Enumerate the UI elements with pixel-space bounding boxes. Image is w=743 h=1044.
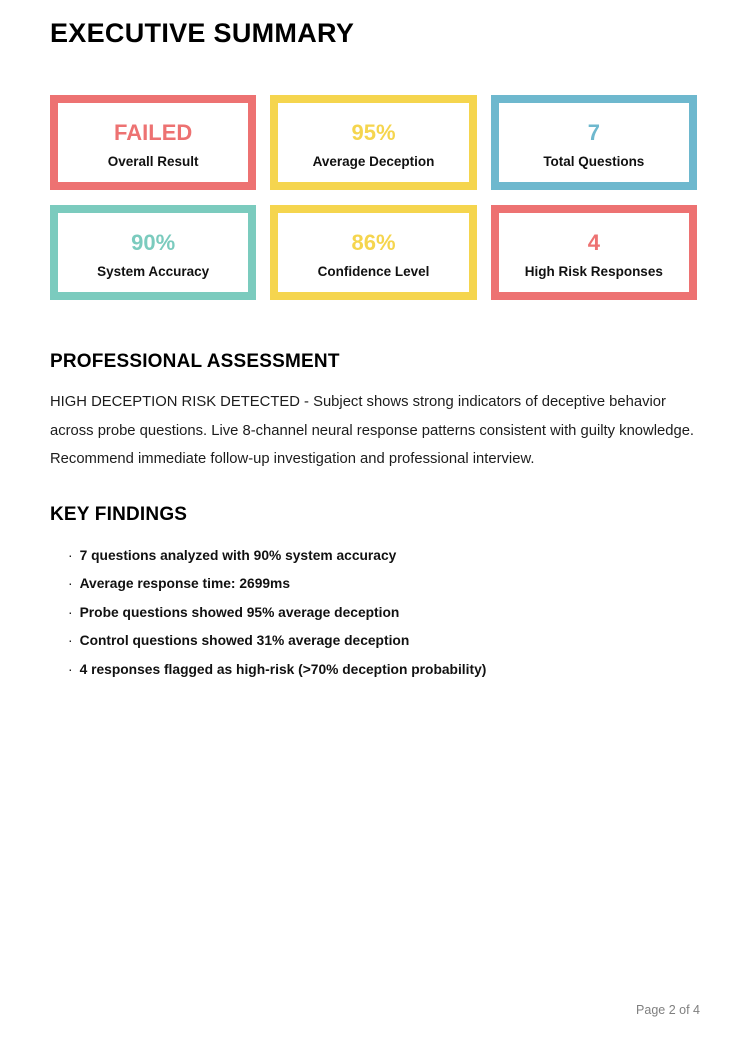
stat-label: Overall Result [107, 153, 199, 169]
assessment-paragraph: HIGH DECEPTION RISK DETECTED - Subject shows strong indicators of deceptive behavior across probe questions. Live 8-channel neural response patterns consistent with guilty knowledge. Recommend immediate follow-up investigation and professional interview. [50, 394, 695, 467]
stat-label: Confidence Level [317, 263, 430, 279]
stat-value: 90% [131, 229, 176, 255]
stat-card [50, 205, 256, 300]
stat-value: FAILED [114, 119, 193, 145]
stat-card [270, 205, 476, 300]
stat-label: System Accuracy [97, 263, 210, 279]
page-title: EXECUTIVE SUMMARY [50, 18, 355, 48]
stat-value: 95% [351, 119, 396, 145]
page-number: Page 2 of 4 [636, 1003, 700, 1017]
finding-item: · 4 responses flagged as high-risk (>70% deception probability) [68, 656, 697, 685]
stat-label: High Risk Responses [524, 263, 663, 279]
stats-grid [50, 95, 697, 300]
stat-card [491, 205, 697, 300]
stat-card [270, 95, 476, 190]
stat-label: Average Deception [312, 153, 435, 169]
findings-list [50, 542, 697, 685]
section-heading: PROFESSIONAL ASSESSMENT [50, 351, 340, 372]
stat-card [491, 95, 697, 190]
finding-item: · Control questions showed 31% average deception [68, 627, 697, 656]
finding-item: · Probe questions showed 95% average deception [68, 599, 697, 628]
finding-item: · Average response time: 2699ms [68, 570, 697, 599]
stat-label: Total Questions [543, 153, 645, 169]
stat-value: 7 [587, 119, 600, 145]
stat-card [50, 95, 256, 190]
section-professional-assessment [50, 351, 697, 474]
stat-value: 86% [351, 229, 396, 255]
stat-value: 4 [587, 229, 600, 255]
section-heading: KEY FINDINGS [50, 503, 188, 525]
section-key-findings [50, 504, 697, 685]
finding-item: · 7 questions analyzed with 90% system accuracy [68, 542, 697, 571]
